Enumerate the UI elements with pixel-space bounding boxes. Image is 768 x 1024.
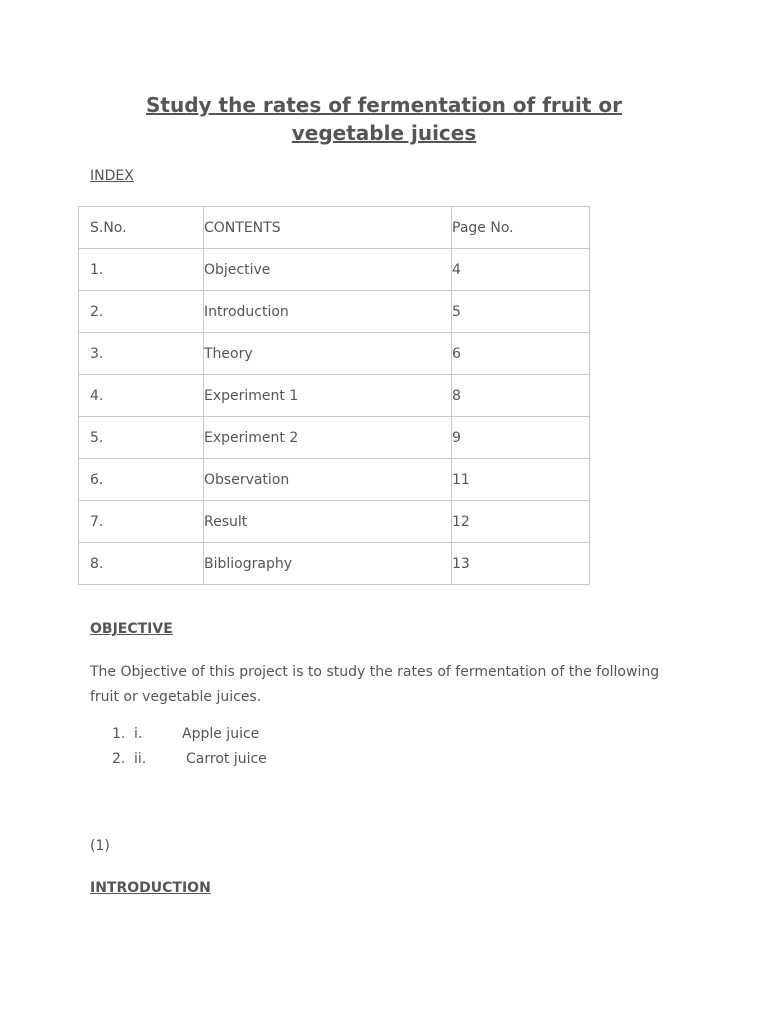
index-heading: INDEX (90, 168, 134, 184)
table-row (79, 459, 590, 501)
row-sno: 2. (79, 291, 204, 333)
row-page: 9 (452, 417, 590, 459)
row-sno: 1. (79, 249, 204, 291)
row-page: 12 (452, 501, 590, 543)
list-text: Apple juice (182, 726, 260, 742)
table-row (79, 291, 590, 333)
header-sno: S.No. (79, 207, 204, 249)
row-sno: 6. (79, 459, 204, 501)
row-content: Result (204, 501, 452, 543)
row-sno: 5. (79, 417, 204, 459)
table-row (79, 501, 590, 543)
row-sno: 4. (79, 375, 204, 417)
row-page: 8 (452, 375, 590, 417)
row-page: 4 (452, 249, 590, 291)
row-page: 13 (452, 543, 590, 585)
list-item (112, 726, 259, 742)
page-number: (1) (90, 838, 110, 854)
list-text: Carrot juice (186, 751, 267, 767)
row-content: Theory (204, 333, 452, 375)
row-page: 6 (452, 333, 590, 375)
row-sno: 3. (79, 333, 204, 375)
row-page: 5 (452, 291, 590, 333)
index-table (78, 206, 590, 585)
row-sno: 8. (79, 543, 204, 585)
row-content: Objective (204, 249, 452, 291)
table-row (79, 375, 590, 417)
list-roman: ii. (134, 751, 147, 767)
list-roman: i. (134, 726, 143, 742)
objective-heading: OBJECTIVE (90, 621, 173, 637)
introduction-heading: INTRODUCTION (90, 880, 211, 896)
document-title: Study the rates of fermentation of fruit or vegetable juices (146, 93, 622, 145)
list-number: 2. (112, 751, 126, 767)
header-page-no: Page No. (452, 207, 590, 249)
table-header-row (79, 207, 590, 249)
row-sno: 7. (79, 501, 204, 543)
row-content: Experiment 1 (204, 375, 452, 417)
table-row (79, 417, 590, 459)
table-row (79, 249, 590, 291)
row-content: Observation (204, 459, 452, 501)
row-content: Experiment 2 (204, 417, 452, 459)
list-number: 1. (112, 726, 126, 742)
list-item (112, 751, 267, 767)
objective-paragraph: The Objective of this project is to study the rates of fermentation of the following fruit or vegetable juices. (90, 664, 660, 705)
table-row (79, 333, 590, 375)
row-content: Bibliography (204, 543, 452, 585)
table-row (79, 543, 590, 585)
header-contents: CONTENTS (204, 207, 452, 249)
row-content: Introduction (204, 291, 452, 333)
row-page: 11 (452, 459, 590, 501)
